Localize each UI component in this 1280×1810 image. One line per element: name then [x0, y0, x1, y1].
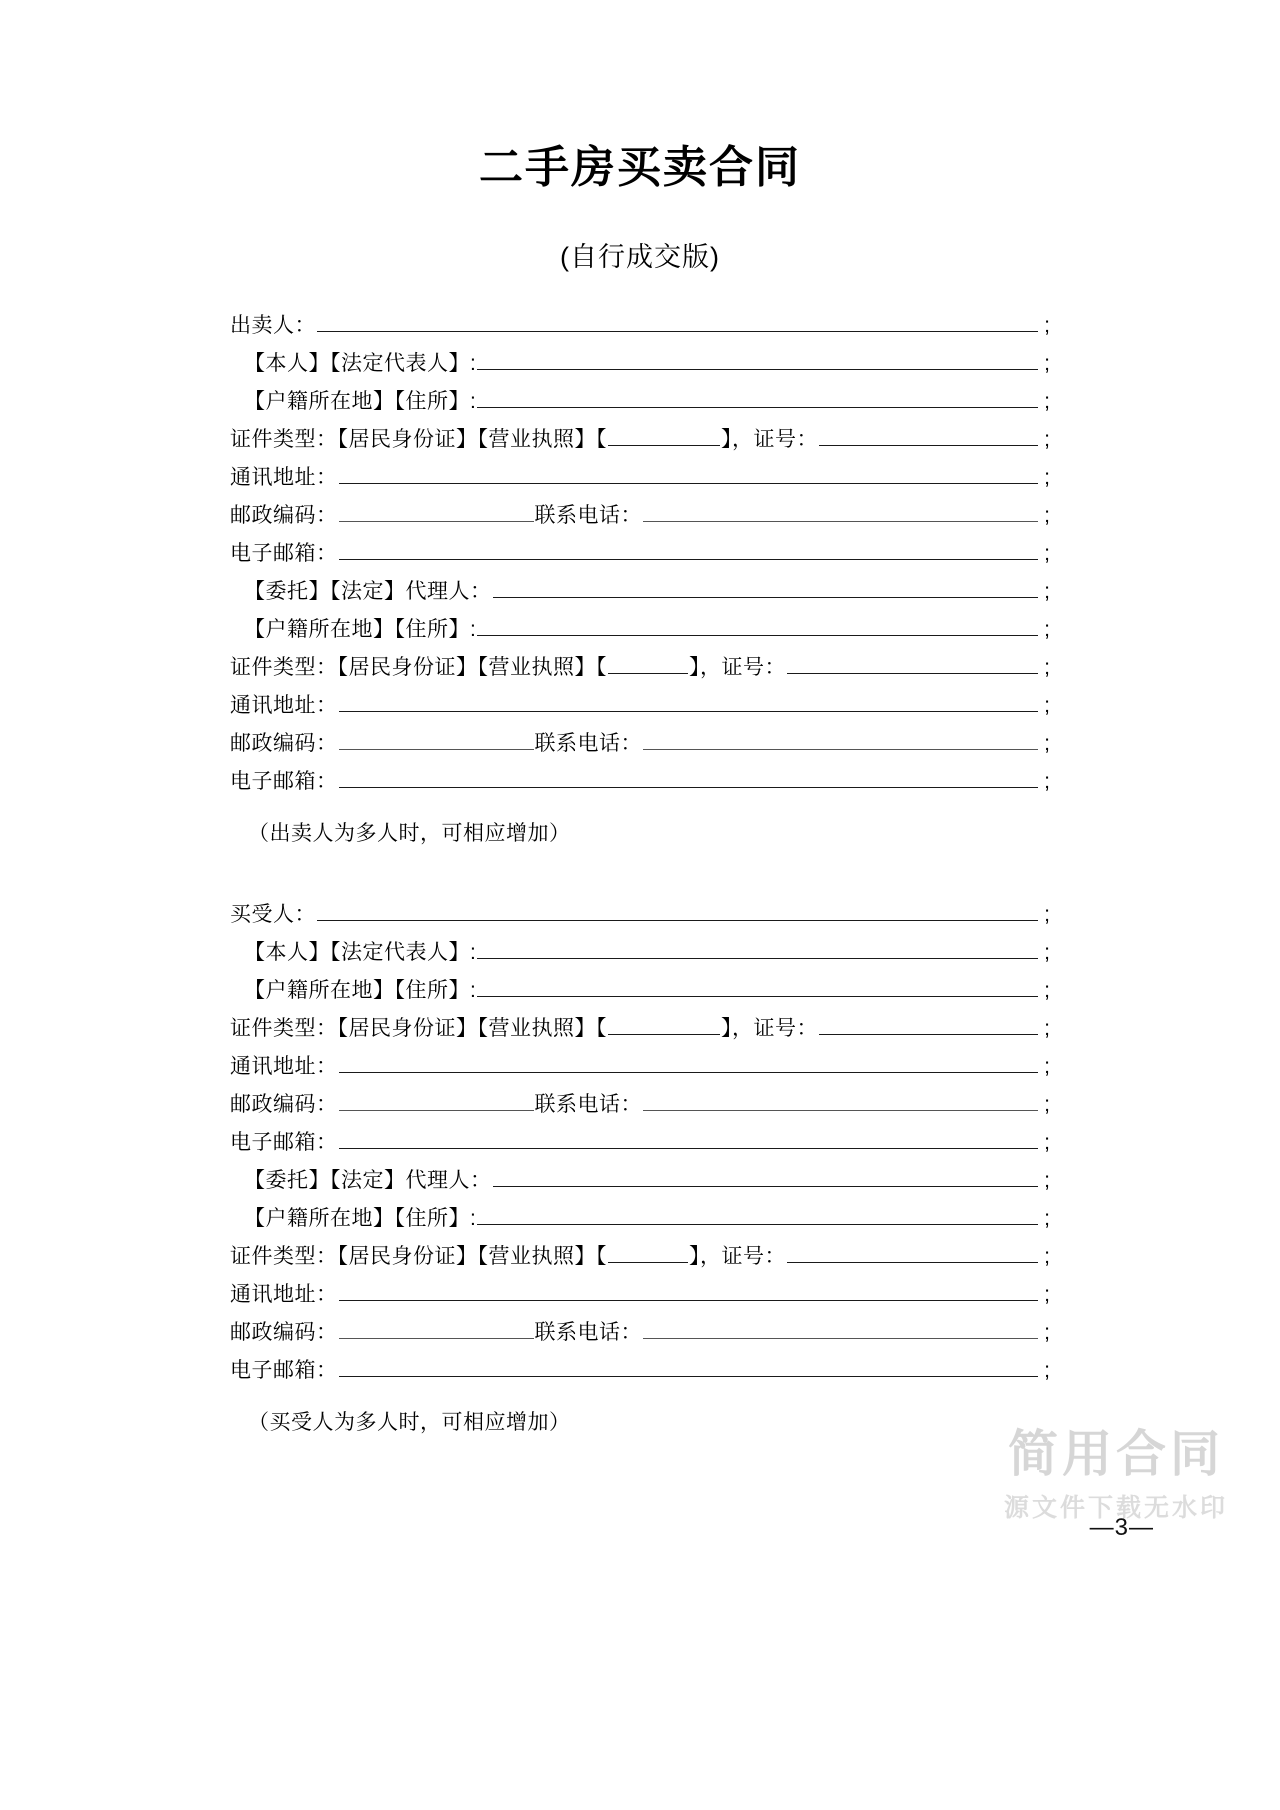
input-seller-agent-postal-code[interactable]: [339, 732, 534, 750]
semicolon: ;: [1044, 1054, 1050, 1078]
note-seller-multi: （出卖人为多人时，可相应增加）: [248, 821, 571, 845]
input-buyer-agent-mailing-address[interactable]: [339, 1283, 1039, 1301]
field-row-buyer-agent: [230, 1169, 1050, 1207]
field-row-buyer-cert: [230, 1017, 1050, 1055]
label-mailing-address: 通讯地址：: [230, 693, 338, 717]
label-cert-type-suffix: 】，证号：: [721, 1016, 818, 1040]
semicolon: ;: [1044, 389, 1050, 413]
label-email: 电子邮箱：: [230, 1130, 338, 1154]
label-self-or-legal-rep: 【本人】【法定代表人】:: [244, 940, 477, 964]
page-title: 二手房买卖合同: [479, 143, 801, 192]
semicolon: ;: [1044, 579, 1050, 603]
field-row-buyer-email: [230, 1131, 1050, 1169]
semicolon: ;: [1044, 731, 1050, 755]
field-row-seller-name: [230, 314, 1050, 352]
field-row-buyer-agent-email: [230, 1359, 1050, 1397]
input-seller-agent-mailing-address[interactable]: [339, 694, 1039, 712]
semicolon: ;: [1044, 1282, 1050, 1306]
semicolon: ;: [1044, 655, 1050, 679]
field-row-seller-residence: [230, 390, 1050, 428]
label-postal-code: 邮政编码：: [230, 1092, 338, 1116]
label-mailing-address: 通讯地址：: [230, 465, 338, 489]
semicolon: ;: [1044, 503, 1050, 527]
label-cert-type-prefix: 证件类型：【居民身份证】【营业执照】【: [230, 427, 607, 451]
section-spacer: [230, 847, 1050, 903]
page-subtitle: (自行成交版): [560, 241, 720, 272]
input-seller-cert-type[interactable]: [608, 428, 720, 446]
input-seller-agent[interactable]: [493, 580, 1039, 598]
field-row-buyer-agent-residence: [230, 1207, 1050, 1245]
input-buyer-agent[interactable]: [493, 1169, 1039, 1187]
watermark: [1004, 1427, 1228, 1524]
label-postal-code: 邮政编码：: [230, 731, 338, 755]
label-household-or-residence: 【户籍所在地】【住所】:: [244, 978, 477, 1002]
semicolon: ;: [1044, 541, 1050, 565]
label-cert-type-prefix: 证件类型：【居民身份证】【营业执照】【: [230, 1244, 607, 1268]
input-seller-residence[interactable]: [477, 390, 1038, 408]
semicolon: ;: [1044, 1092, 1050, 1116]
input-seller-agent-phone[interactable]: [643, 732, 1038, 750]
semicolon: ;: [1044, 1358, 1050, 1382]
seller-section: [230, 314, 1050, 847]
field-row-seller-cert: [230, 428, 1050, 466]
label-email: 电子邮箱：: [230, 1358, 338, 1382]
input-seller-postal-code[interactable]: [339, 504, 534, 522]
field-row-buyer-agent-mailing-address: [230, 1283, 1050, 1321]
label-postal-code: 邮政编码：: [230, 503, 338, 527]
label-phone: 联系电话：: [534, 731, 642, 755]
input-seller-cert-number[interactable]: [819, 428, 1038, 446]
label-household-or-residence: 【户籍所在地】【住所】:: [244, 617, 477, 641]
label-agent: 【委托】【法定】代理人：: [244, 1168, 492, 1192]
input-seller-email[interactable]: [339, 542, 1039, 560]
input-seller-agent-cert-number[interactable]: [787, 656, 1038, 674]
field-row-seller-agent: [230, 580, 1050, 618]
input-seller-agent-email[interactable]: [339, 770, 1039, 788]
label-household-or-residence: 【户籍所在地】【住所】:: [244, 389, 477, 413]
semicolon: ;: [1044, 940, 1050, 964]
watermark-tagline: 源文件下载无水印: [1003, 1494, 1228, 1522]
input-buyer-postal-code[interactable]: [339, 1093, 534, 1111]
page-number: —3—: [1089, 1514, 1154, 1541]
semicolon: ;: [1044, 1130, 1050, 1154]
input-seller-name[interactable]: [317, 314, 1038, 332]
semicolon: ;: [1044, 693, 1050, 717]
input-buyer-agent-cert-type[interactable]: [608, 1245, 688, 1263]
semicolon: ;: [1044, 1244, 1050, 1268]
input-buyer-agent-residence[interactable]: [477, 1207, 1038, 1225]
label-email: 电子邮箱：: [230, 769, 338, 793]
input-buyer-agent-cert-number[interactable]: [787, 1245, 1038, 1263]
semicolon: ;: [1044, 351, 1050, 375]
semicolon: ;: [1044, 1320, 1050, 1344]
note-buyer-multi: （买受人为多人时，可相应增加）: [248, 1410, 571, 1434]
label-self-or-legal-rep: 【本人】【法定代表人】:: [244, 351, 477, 375]
input-buyer-name[interactable]: [317, 903, 1038, 921]
input-buyer-residence[interactable]: [477, 979, 1038, 997]
field-row-buyer-residence: [230, 979, 1050, 1017]
watermark-brand: 简用合同: [1007, 1426, 1224, 1482]
field-row-buyer-agent-cert: [230, 1245, 1050, 1283]
semicolon: ;: [1044, 465, 1050, 489]
field-row-seller-agent-postal-phone: [230, 732, 1050, 770]
semicolon: ;: [1044, 769, 1050, 793]
field-row-seller-email: [230, 542, 1050, 580]
label-cert-type-suffix: 】，证号：: [689, 1244, 786, 1268]
field-row-seller-postal-phone: [230, 504, 1050, 542]
field-row-seller-mailing-address: [230, 466, 1050, 504]
field-row-seller-self-or-legal-rep: [230, 352, 1050, 390]
semicolon: ;: [1044, 978, 1050, 1002]
input-seller-agent-cert-type[interactable]: [608, 656, 688, 674]
input-seller-self-or-legal-rep[interactable]: [477, 352, 1038, 370]
semicolon: ;: [1044, 313, 1050, 337]
label-mailing-address: 通讯地址：: [230, 1282, 338, 1306]
contract-form: [230, 274, 1050, 1436]
field-row-buyer-postal-phone: [230, 1093, 1050, 1131]
field-row-seller-agent-email: [230, 770, 1050, 808]
buyer-section: [230, 903, 1050, 1436]
input-buyer-email[interactable]: [339, 1131, 1039, 1149]
input-buyer-cert-number[interactable]: [819, 1017, 1038, 1035]
label-phone: 联系电话：: [534, 503, 642, 527]
input-buyer-cert-type[interactable]: [608, 1017, 720, 1035]
label-cert-type-suffix: 】，证号：: [689, 655, 786, 679]
input-buyer-agent-postal-code[interactable]: [339, 1321, 534, 1339]
label-agent: 【委托】【法定】代理人：: [244, 579, 492, 603]
input-seller-phone[interactable]: [643, 504, 1038, 522]
input-buyer-self-or-legal-rep[interactable]: [477, 941, 1038, 959]
semicolon: ;: [1044, 1016, 1050, 1040]
input-buyer-mailing-address[interactable]: [339, 1055, 1039, 1073]
field-row-buyer-self-or-legal-rep: [230, 941, 1050, 979]
label-cert-type-prefix: 证件类型：【居民身份证】【营业执照】【: [230, 655, 607, 679]
semicolon: ;: [1044, 902, 1050, 926]
label-phone: 联系电话：: [534, 1092, 642, 1116]
semicolon: ;: [1044, 1206, 1050, 1230]
label-mailing-address: 通讯地址：: [230, 1054, 338, 1078]
label-buyer: 买受人：: [230, 902, 316, 926]
field-row-buyer-name: [230, 903, 1050, 941]
input-seller-agent-residence[interactable]: [477, 618, 1038, 636]
label-postal-code: 邮政编码：: [230, 1320, 338, 1344]
field-row-seller-agent-cert: [230, 656, 1050, 694]
label-seller: 出卖人：: [230, 313, 316, 337]
field-row-seller-agent-mailing-address: [230, 694, 1050, 732]
input-buyer-phone[interactable]: [643, 1093, 1038, 1111]
label-household-or-residence: 【户籍所在地】【住所】:: [244, 1206, 477, 1230]
label-email: 电子邮箱：: [230, 541, 338, 565]
input-buyer-agent-phone[interactable]: [643, 1321, 1038, 1339]
field-row-buyer-mailing-address: [230, 1055, 1050, 1093]
input-buyer-agent-email[interactable]: [339, 1359, 1039, 1377]
label-cert-type-prefix: 证件类型：【居民身份证】【营业执照】【: [230, 1016, 607, 1040]
field-row-buyer-agent-postal-phone: [230, 1321, 1050, 1359]
semicolon: ;: [1044, 427, 1050, 451]
field-row-seller-agent-residence: [230, 618, 1050, 656]
label-phone: 联系电话：: [534, 1320, 642, 1344]
semicolon: ;: [1044, 1168, 1050, 1192]
label-cert-type-suffix: 】，证号：: [721, 427, 818, 451]
semicolon: ;: [1044, 617, 1050, 641]
input-seller-mailing-address[interactable]: [339, 466, 1039, 484]
